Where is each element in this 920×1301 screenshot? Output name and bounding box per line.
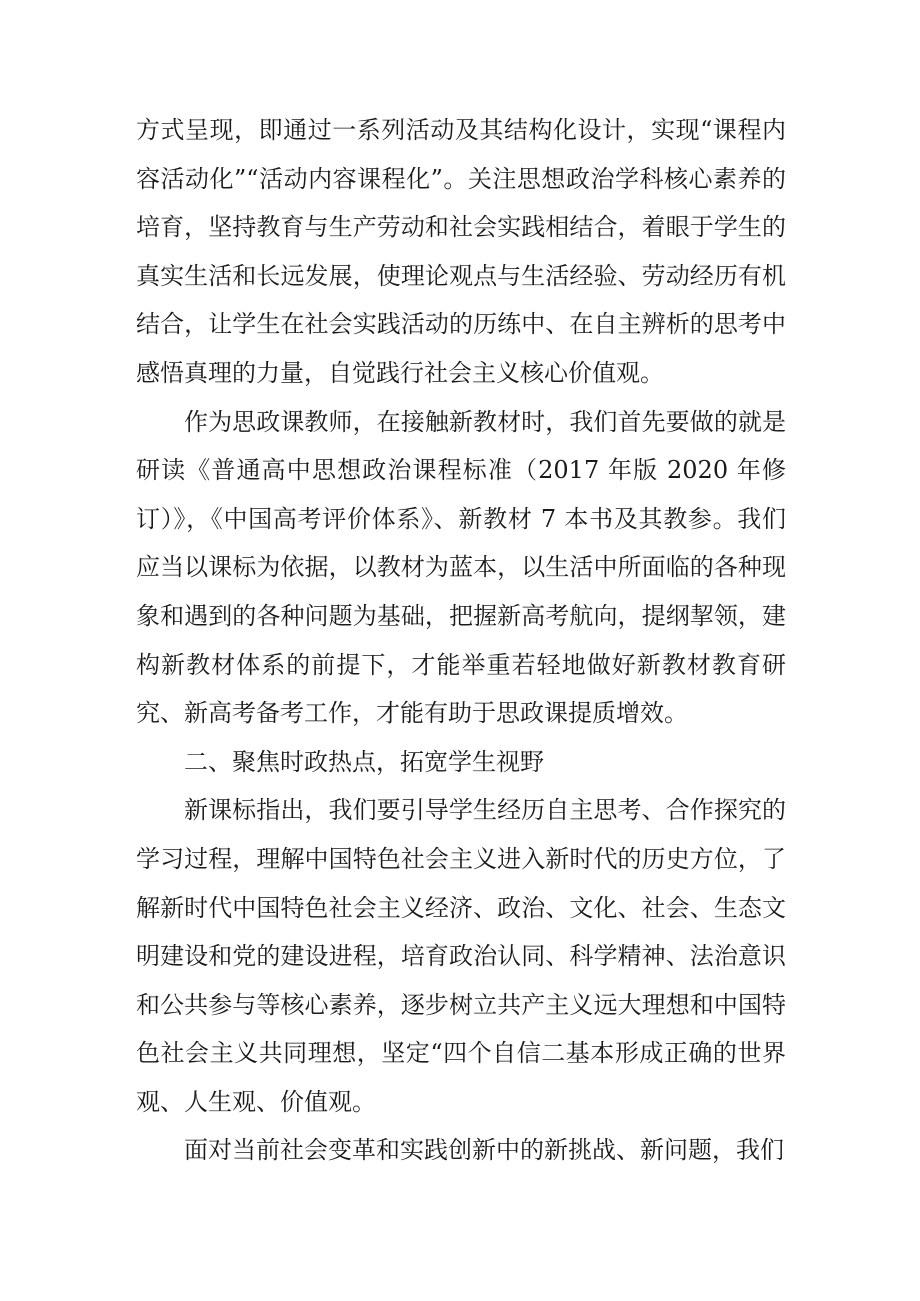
paragraph-challenges: 面对当前社会变革和实践创新中的新挑战、新问题，我们 xyxy=(184,1136,784,1165)
section-heading: 二、聚焦时政热点，拓宽学生视野 xyxy=(184,747,544,776)
paragraph-continuation: 方式呈现，即通过一系列活动及其结构化设计，实现“课程内容活动化”“活动内容课程化”。关注思想政治学科核心素养的培育，坚持教育与生产劳动和社会实践相结合，着眼于学生的真实生活和长远发展，使理论观点与生活经验、劳动经历有机结合，让学生在社会实践活动的历练中、在自主辨析的思考中感悟真理的力量，自觉践行社会主义核心价值观。 xyxy=(136,116,786,387)
paragraph-teacher-study: 作为思政课教师，在接触新教材时，我们首先要做的就是研读《普通高中思想政治课程标准（2017 年版 2020 年修订）》，《中国高考评价体系》、新教材 7 本书及其教参。我们应当以课标为依据，以教材为蓝本，以生活中所面临的各种现象和遇到的各种问题为基础，把握新高考航向，提纲挈领，建构新教材体系的前提下，才能举重若轻地做好新教材教育研究、新高考备考工作，才能有助于思政课提质增效。 xyxy=(136,407,786,728)
paragraph-curriculum-standard: 新课标指出，我们要引导学生经历自主思考、合作探究的学习过程，理解中国特色社会主义进入新时代的历史方位，了解新时代中国特色社会主义经济、政治、文化、社会、生态文明建设和党的建设进程，培育政治认同、科学精神、法治意识和公共参与等核心素养，逐步树立共产主义远大理想和中国特色社会主义共同理想，坚定“四个自信二基本形成正确的世界观、人生观、价值观。 xyxy=(136,796,786,1116)
document-body xyxy=(136,106,786,1175)
